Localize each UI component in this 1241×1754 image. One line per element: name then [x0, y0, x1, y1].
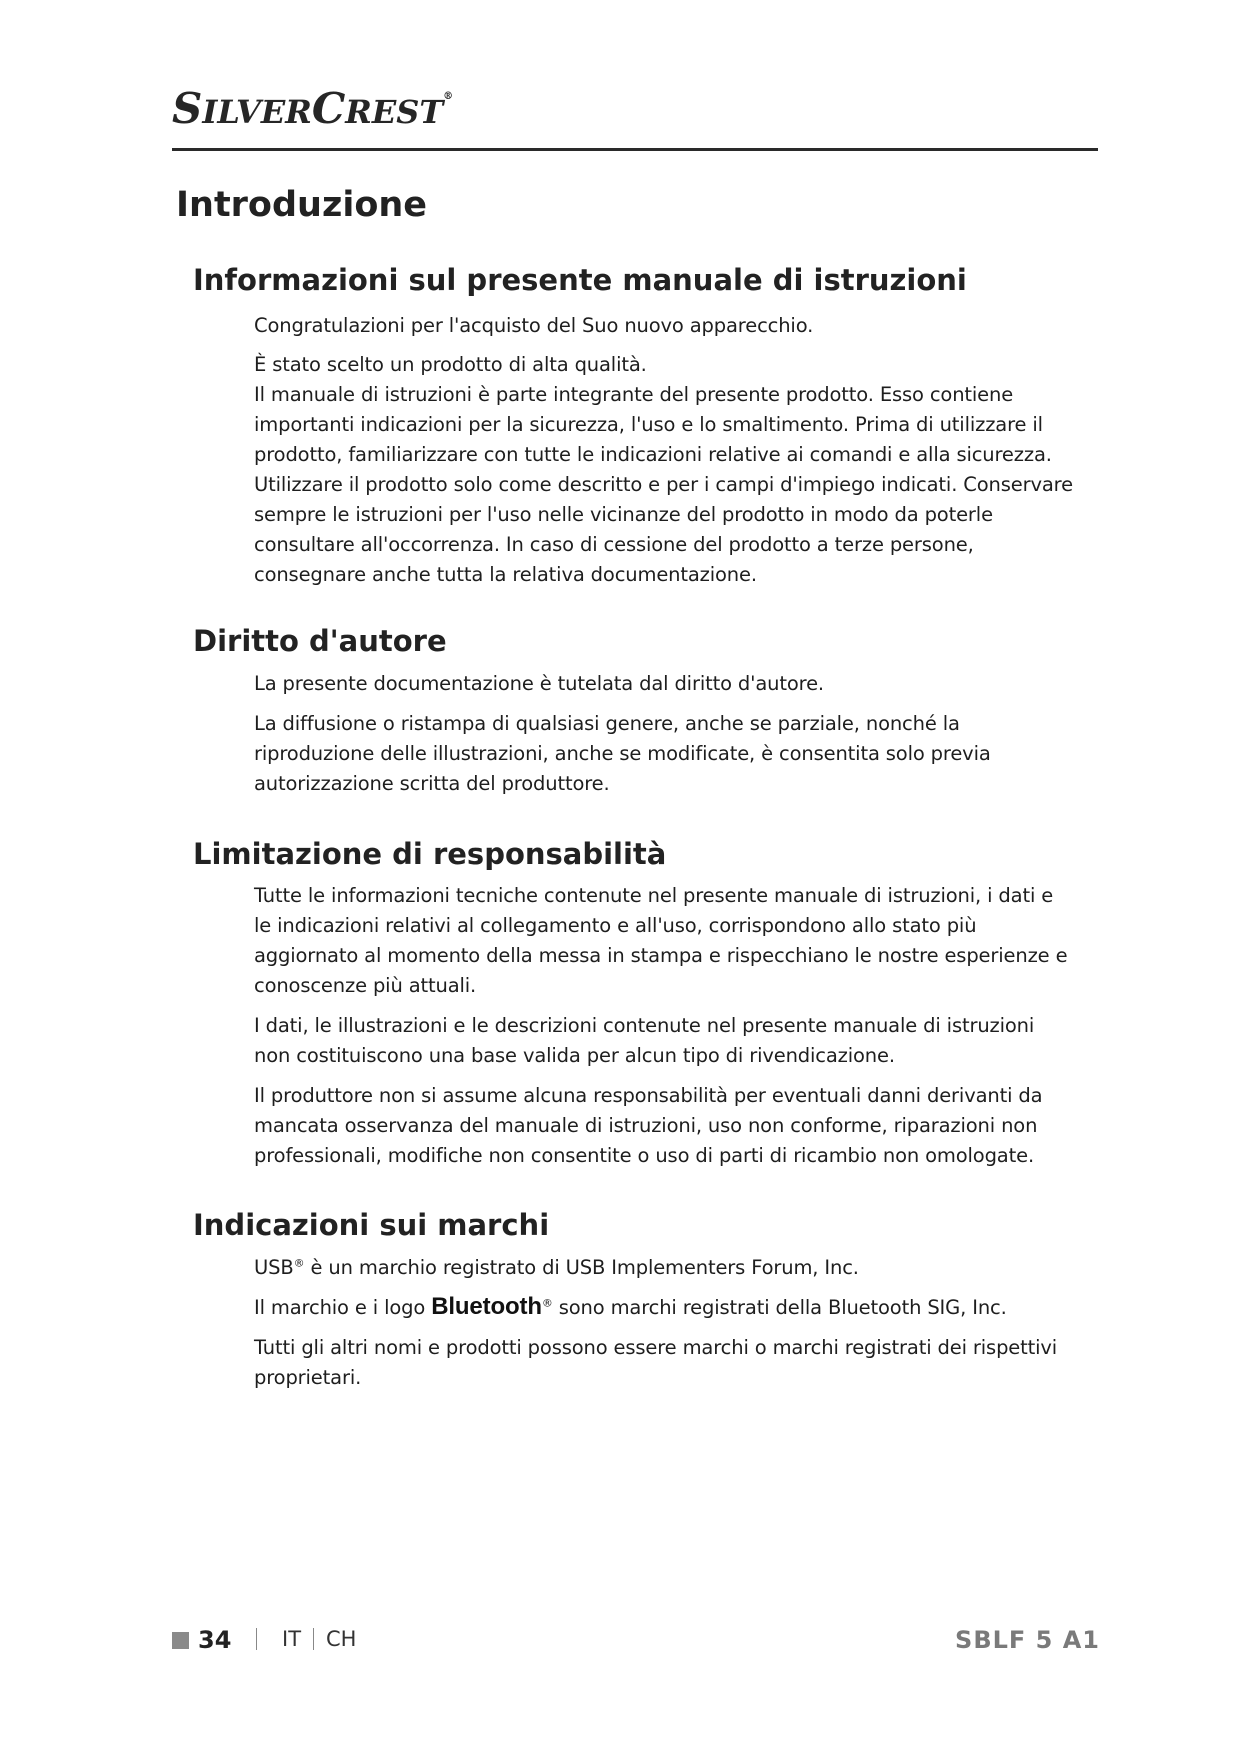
language-code: IT	[282, 1627, 302, 1651]
page-number: 34	[198, 1626, 232, 1654]
section-copyright	[193, 623, 1093, 799]
paragraph: Il produttore non si assume alcuna responsabilità per eventuali danni derivanti da mancata osservanza del manuale di istruzioni, uso non conforme, riparazioni non professionali, modifiche non consentite o uso di parti di ricambio non omologate.	[254, 1084, 1043, 1168]
page-footer	[172, 1626, 1100, 1656]
footer-separator	[313, 1628, 314, 1650]
section-heading: Indicazioni sui marchi	[193, 1208, 550, 1242]
country-code: CH	[326, 1627, 357, 1651]
section-manual-info	[193, 262, 1093, 590]
footer-square-icon	[172, 1632, 189, 1649]
paragraph: La diffusione o ristampa di qualsiasi genere, anche se parziale, nonché la riproduzione delle illustrazioni, anche se modificate, è consentita solo previa autorizzazione scritta del produttore.	[254, 712, 991, 796]
section-trademarks	[193, 1207, 1093, 1393]
paragraph: Congratulazioni per l'acquisto del Suo nuovo apparecchio.	[254, 314, 814, 338]
section-liability	[193, 836, 1093, 1171]
paragraph: La presente documentazione è tutelata dal diritto d'autore.	[254, 672, 824, 696]
paragraph: È stato scelto un prodotto di alta qualità. Il manuale di istruzioni è parte integrante del presente prodotto. Esso contiene importanti indicazioni per la sicurezza, l'uso e lo smaltimento. Prima di utilizzare il prodotto, familiarizzare con tutte le indicazioni relative ai comandi e alla sicurezza. Utilizzare il prodotto solo come descritto e per i campi d'impiego indicati. Conservare sempre le istruzioni per l'uso nelle vicinanze del prodotto in modo da poterle consultare all'occorrenza. In caso di cessione del prodotto a terze persone, consegnare anche tutta la relativa documentazione.	[254, 353, 1073, 587]
section-heading: Informazioni sul presente manuale di istruzioni	[193, 263, 967, 297]
paragraph: I dati, le illustrazioni e le descrizioni contenute nel presente manuale di istruzioni non costituiscono una base valida per alcun tipo di rivendicazione.	[254, 1014, 1035, 1068]
paragraph: Tutte le informazioni tecniche contenute nel presente manuale di istruzioni, i dati e le indicazioni relativi al collegamento e all'uso, corrispondono allo stato più aggiornato al momento della messa in stampa e rispecchiano le nostre esperienze e conoscenze più attuali.	[254, 884, 1068, 998]
bluetooth-wordmark: Bluetooth	[431, 1293, 542, 1321]
header-divider	[172, 148, 1098, 151]
brand-logo: SILVERCREST®	[172, 84, 454, 133]
section-heading: Diritto d'autore	[193, 624, 447, 658]
paragraph: Tutti gli altri nomi e prodotti possono essere marchi o marchi registrati dei rispettivi proprietari.	[254, 1336, 1058, 1390]
usb-trademark-note: USB® è un marchio registrato di USB Implementers Forum, Inc.	[254, 1256, 859, 1280]
model-number: SBLF 5 A1	[955, 1626, 1100, 1654]
section-heading: Limitazione di responsabilità	[193, 837, 667, 871]
footer-separator	[256, 1628, 257, 1650]
bluetooth-trademark-note: Il marchio e i logo Bluetooth® sono marchi registrati della Bluetooth SIG, Inc.	[254, 1293, 1007, 1321]
page-title: Introduzione	[176, 185, 428, 225]
